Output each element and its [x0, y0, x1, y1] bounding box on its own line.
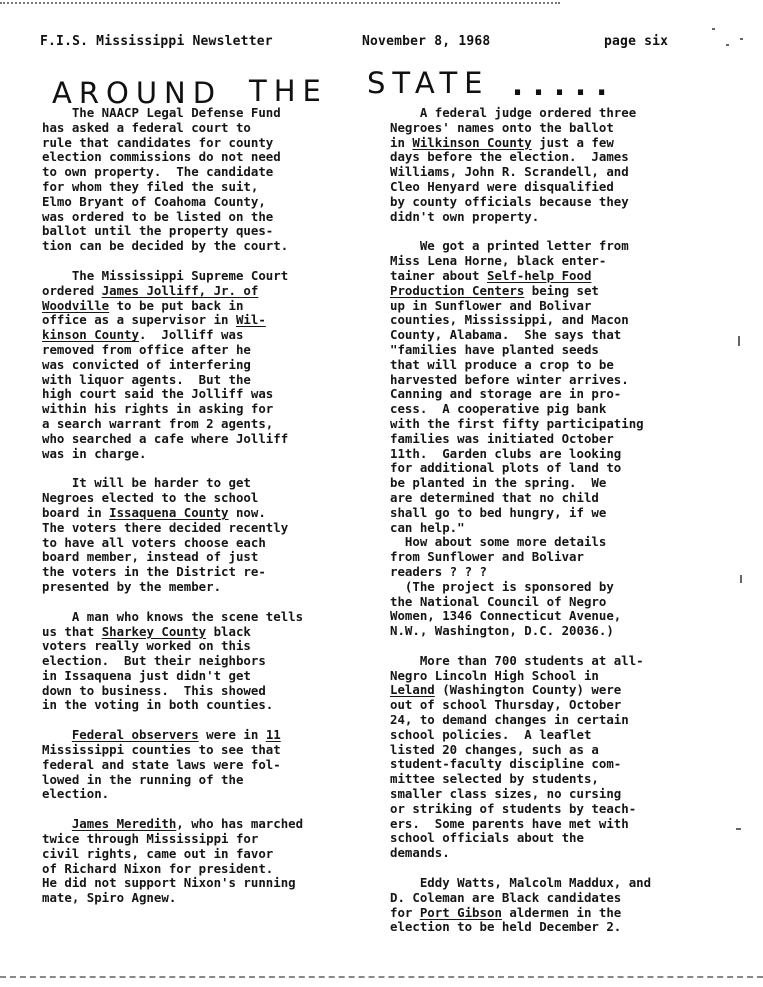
text-line: [42, 150, 372, 165]
top-dotted-rule: [0, 2, 560, 4]
text-line: [390, 817, 730, 832]
text-segment: mittee selected by students,: [390, 771, 599, 787]
text-segment: were in: [198, 727, 266, 743]
text-segment: counties, Mississippi, and Macon: [390, 312, 629, 328]
text-segment: shall go to bed hungry, if we: [390, 504, 607, 520]
text-segment: Eddy Watts, Malcolm Maddux, and: [390, 875, 652, 891]
newsletter-title: F.I.S. Mississippi Newsletter: [40, 34, 273, 49]
text-line: [42, 239, 372, 254]
text-line: [390, 654, 730, 669]
text-line: [42, 224, 372, 239]
text-segment: D. Coleman are Black candidates: [390, 889, 622, 905]
text-line: [42, 669, 372, 684]
text-segment: Women, 1346 Connecticut Avenue,: [390, 608, 622, 624]
text-line: [390, 521, 730, 536]
underlined-place-name: Woodville: [42, 297, 110, 313]
right-column: [390, 106, 730, 950]
text-segment: the National Council of Negro: [390, 593, 607, 609]
text-segment: 24, to demand changes in certain: [390, 712, 629, 728]
text-line: [42, 447, 372, 462]
text-line: [42, 521, 372, 536]
text-segment: ballot until the property ques-: [42, 223, 274, 239]
text-segment: board member, instead of just: [42, 549, 259, 565]
text-line: [390, 239, 730, 254]
text-segment: student-faculty discipline com-: [390, 756, 622, 772]
text-segment: board in: [42, 504, 110, 520]
text-line: [390, 757, 730, 772]
text-segment: to own property. The candidate: [42, 164, 274, 180]
text-segment: by county officials because they: [390, 193, 629, 209]
text-segment: [42, 816, 72, 831]
text-line: [42, 536, 372, 551]
text-line: [390, 284, 730, 299]
text-segment: down to business. This showed: [42, 682, 266, 698]
text-segment: Negro Lincoln High School in: [390, 667, 599, 683]
text-line: [390, 387, 730, 402]
text-line: [390, 358, 730, 373]
text-segment: mate, Spiro Agnew.: [42, 890, 177, 906]
text-line: [390, 743, 730, 758]
text-segment: federal and state laws were fol-: [42, 756, 281, 772]
text-segment: rule that candidates for county: [42, 134, 274, 150]
text-segment: was ordered to be listed on the: [42, 208, 274, 224]
text-segment: be planted in the spring. We: [390, 475, 607, 491]
text-line: [42, 743, 372, 758]
text-segment: black: [206, 623, 251, 639]
text-segment: lowed in the running of the: [42, 771, 244, 787]
text-segment: ordered: [42, 282, 102, 298]
text-line: [42, 387, 372, 402]
text-line: [390, 772, 730, 787]
text-line: [42, 847, 372, 862]
text-segment: from Sunflower and Bolivar: [390, 549, 584, 565]
text-line: [390, 906, 730, 921]
text-segment: with liquor agents. But the: [42, 371, 251, 387]
article-paragraph: [42, 610, 372, 714]
text-segment: aldermen in the: [501, 904, 622, 920]
text-segment: a search warrant from 2 agents,: [42, 415, 274, 431]
scan-speck: [740, 38, 743, 40]
underlined-place-name: Federal observers: [71, 727, 199, 743]
underlined-place-name: James Meredith: [71, 816, 177, 832]
article-paragraph: [390, 876, 730, 935]
text-line: [390, 920, 730, 935]
text-line: [390, 402, 730, 417]
text-segment: election commissions do not need: [42, 149, 281, 165]
text-segment: school policies. A leaflet: [390, 726, 592, 742]
text-segment: within his rights in asking for: [42, 401, 274, 417]
text-segment: are determined that no child: [390, 489, 599, 505]
underlined-place-name: Production Centers: [390, 282, 525, 298]
text-segment: N.W., Washington, D.C. 20036.): [390, 623, 614, 639]
text-line: [390, 269, 730, 284]
text-segment: to be put back in: [109, 297, 244, 313]
text-line: [390, 432, 730, 447]
text-segment: didn't own property.: [390, 208, 540, 224]
text-line: [390, 506, 730, 521]
text-line: [390, 254, 730, 269]
text-line: [42, 787, 372, 802]
text-line: [42, 758, 372, 773]
text-line: [390, 535, 730, 550]
underlined-place-name: 11: [265, 727, 281, 743]
text-line: [42, 625, 372, 640]
text-line: [390, 373, 730, 388]
underlined-place-name: Leland: [390, 682, 435, 698]
text-line: [42, 654, 372, 669]
text-line: [42, 580, 372, 595]
text-line: [390, 106, 730, 121]
text-segment: Mississippi counties to see that: [42, 742, 281, 758]
article-paragraph: [42, 476, 372, 594]
text-line: [390, 313, 730, 328]
text-line: [390, 580, 730, 595]
text-line: [390, 802, 730, 817]
text-line: [42, 565, 372, 580]
bottom-dotted-rule: [0, 976, 763, 978]
text-segment: the voters in the District re-: [42, 564, 266, 580]
text-segment: (Washington County) were: [434, 682, 622, 698]
text-line: [42, 106, 372, 121]
text-segment: Miss Lena Horne, black enter-: [390, 253, 607, 269]
text-segment: who searched a cafe where Jolliff: [42, 430, 289, 446]
text-segment: How about some more details: [390, 534, 607, 550]
left-column: [42, 106, 372, 921]
text-line: [42, 550, 372, 565]
page-header: [40, 34, 690, 52]
text-line: [390, 150, 730, 165]
text-line: [42, 476, 372, 491]
text-line: [42, 402, 372, 417]
text-line: [390, 698, 730, 713]
text-line: [42, 299, 372, 314]
underlined-place-name: Issaquena County: [109, 504, 229, 520]
text-line: [390, 447, 730, 462]
text-line: [390, 210, 730, 225]
text-segment: was convicted of interfering: [42, 356, 251, 372]
text-line: [42, 698, 372, 713]
text-segment: tainer about: [390, 267, 487, 283]
text-line: [42, 432, 372, 447]
text-segment: high court said the Jolliff was: [42, 386, 274, 402]
text-segment: The NAACP Legal Defense Fund: [42, 105, 281, 120]
text-segment: (The project is sponsored by: [390, 578, 614, 594]
text-line: [42, 817, 372, 832]
article-paragraph: [42, 817, 372, 906]
text-segment: out of school Thursday, October: [390, 697, 622, 713]
underlined-place-name: Self-help Food: [486, 267, 592, 283]
text-segment: for whom they filed the suit,: [42, 178, 259, 194]
text-segment: for: [390, 904, 420, 920]
issue-date: November 8, 1968: [362, 34, 491, 49]
text-segment: us that: [42, 623, 102, 639]
text-segment: civil rights, came out in favor: [42, 845, 274, 861]
text-line: [42, 610, 372, 625]
text-segment: More than 700 students at all-: [390, 652, 644, 668]
text-segment: listed 20 changes, such as a: [390, 741, 599, 757]
text-segment: tion can be decided by the court.: [42, 238, 289, 254]
text-line: [390, 713, 730, 728]
text-line: [390, 683, 730, 698]
text-line: [42, 728, 372, 743]
text-segment: now.: [228, 504, 266, 520]
article-paragraph: [42, 106, 372, 254]
article-paragraph: [390, 239, 730, 639]
text-line: [42, 165, 372, 180]
text-segment: school officials about the: [390, 830, 584, 846]
text-line: [42, 773, 372, 788]
text-segment: Negroes' names onto the ballot: [390, 119, 614, 135]
scan-speck: [736, 828, 741, 830]
text-segment: was in charge.: [42, 445, 147, 461]
text-segment: that will produce a crop to be: [390, 356, 614, 372]
text-line: [42, 343, 372, 358]
text-line: [42, 417, 372, 432]
scan-speck: [712, 28, 715, 30]
text-segment: We got a printed letter from: [390, 238, 629, 254]
text-segment: voters really worked on this: [42, 638, 251, 654]
text-segment: up in Sunflower and Bolivar: [390, 297, 592, 313]
text-segment: The voters there decided recently: [42, 519, 289, 535]
text-segment: . Jolliff was: [138, 327, 244, 343]
text-segment: election to be held December 2.: [390, 919, 622, 935]
text-line: [390, 891, 730, 906]
text-line: [42, 284, 372, 299]
text-line: [42, 506, 372, 521]
text-line: [42, 210, 372, 225]
text-line: [42, 684, 372, 699]
text-segment: for additional plots of land to: [390, 460, 622, 476]
banner-dots: .....: [512, 68, 618, 102]
text-segment: Elmo Bryant of Coahoma County,: [42, 193, 266, 209]
text-line: [390, 876, 730, 891]
article-paragraph: [42, 728, 372, 802]
text-line: [390, 136, 730, 151]
text-segment: being set: [524, 282, 599, 298]
text-segment: Williams, John R. Scrandell, and: [390, 164, 629, 180]
section-banner: [52, 66, 702, 110]
text-segment: just a few: [531, 134, 614, 150]
underlined-place-name: Port Gibson: [419, 904, 502, 920]
banner-word-the: THE: [249, 74, 328, 108]
text-segment: in the voting in both counties.: [42, 697, 274, 713]
text-segment: cess. A cooperative pig bank: [390, 401, 607, 417]
text-line: [390, 476, 730, 491]
text-line: [42, 180, 372, 195]
text-line: [390, 343, 730, 358]
text-segment: ers. Some parents have met with: [390, 815, 629, 831]
underlined-place-name: Wilkinson County: [412, 134, 532, 150]
text-line: [390, 669, 730, 684]
text-segment: He did not support Nixon's running: [42, 875, 296, 891]
text-segment: election.: [42, 786, 110, 802]
text-line: [390, 565, 730, 580]
text-segment: County, Alabama. She says that: [390, 327, 622, 343]
text-line: [390, 461, 730, 476]
underlined-place-name: Sharkey County: [101, 623, 207, 639]
text-line: [390, 328, 730, 343]
text-line: [42, 121, 372, 136]
text-line: [42, 639, 372, 654]
text-line: [42, 891, 372, 906]
text-line: [390, 846, 730, 861]
text-line: [390, 728, 730, 743]
text-line: [390, 609, 730, 624]
text-segment: A man who knows the scene tells: [42, 608, 304, 624]
text-segment: office as a supervisor in: [42, 312, 236, 328]
banner-word-around: AROUND: [52, 76, 223, 110]
text-segment: days before the election. James: [390, 149, 629, 165]
text-line: [42, 862, 372, 877]
text-line: [42, 269, 372, 284]
text-line: [390, 121, 730, 136]
text-segment: with the first fifty participating: [390, 415, 644, 431]
text-line: [42, 328, 372, 343]
text-segment: can help.": [390, 519, 465, 535]
text-line: [42, 136, 372, 151]
text-line: [42, 313, 372, 328]
scan-speck: [740, 575, 742, 583]
text-line: [42, 373, 372, 388]
text-line: [42, 876, 372, 891]
text-segment: twice through Mississippi for: [42, 831, 259, 847]
text-line: [390, 550, 730, 565]
text-line: [42, 832, 372, 847]
text-line: [390, 195, 730, 210]
text-segment: , who has marched: [176, 816, 304, 832]
text-line: [390, 595, 730, 610]
article-paragraph: [390, 654, 730, 861]
text-segment: has asked a federal court to: [42, 119, 251, 135]
text-segment: of Richard Nixon for president.: [42, 860, 274, 876]
text-line: [390, 180, 730, 195]
text-line: [390, 165, 730, 180]
text-line: [390, 831, 730, 846]
text-segment: in: [390, 134, 413, 150]
text-line: [390, 491, 730, 506]
text-line: [390, 299, 730, 314]
text-line: [390, 417, 730, 432]
text-segment: election. But their neighbors: [42, 653, 266, 669]
text-segment: 11th. Garden clubs are looking: [390, 445, 622, 461]
scan-speck: [726, 44, 729, 46]
article-paragraph: [42, 269, 372, 461]
text-line: [42, 358, 372, 373]
text-segment: in Issaquena just didn't get: [42, 667, 251, 683]
underlined-place-name: James Jolliff, Jr. of: [101, 282, 259, 298]
text-segment: "families have planted seeds: [390, 341, 599, 357]
text-segment: Canning and storage are in pro-: [390, 386, 622, 402]
text-segment: to have all voters choose each: [42, 534, 266, 550]
text-line: [390, 787, 730, 802]
text-segment: presented by the member.: [42, 578, 222, 594]
text-segment: It will be harder to get: [42, 475, 251, 491]
page-number: page six: [604, 34, 669, 49]
text-segment: harvested before winter arrives.: [390, 371, 629, 387]
text-segment: or striking of students by teach-: [390, 800, 637, 816]
underlined-place-name: Wil-: [235, 312, 266, 328]
banner-word-state: STATE: [367, 66, 490, 100]
text-line: [42, 195, 372, 210]
text-segment: smaller class sizes, no cursing: [390, 786, 622, 802]
underlined-place-name: kinson County: [42, 327, 139, 343]
text-line: [390, 624, 730, 639]
text-segment: families was initiated October: [390, 430, 614, 446]
text-segment: Cleo Henyard were disqualified: [390, 178, 614, 194]
text-segment: Negroes elected to the school: [42, 490, 259, 506]
article-paragraph: [390, 106, 730, 224]
text-segment: The Mississippi Supreme Court: [42, 267, 289, 283]
text-segment: demands.: [390, 845, 450, 861]
scan-speck: [738, 336, 740, 346]
text-segment: [42, 727, 72, 742]
text-segment: A federal judge ordered three: [390, 105, 637, 120]
text-segment: readers ? ? ?: [390, 563, 487, 579]
text-line: [42, 491, 372, 506]
text-segment: removed from office after he: [42, 341, 251, 357]
